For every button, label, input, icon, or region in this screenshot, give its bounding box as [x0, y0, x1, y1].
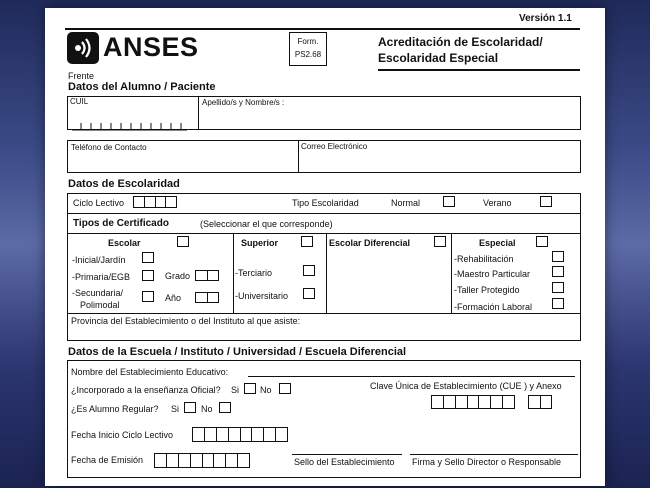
cuil-tick-marks: [72, 121, 187, 131]
tipos-title: Tipos de Certificado: [73, 218, 169, 229]
cuil-label: CUIL: [70, 97, 89, 106]
incorporado-si-label: Si: [231, 385, 240, 395]
cuil-input[interactable]: [72, 118, 187, 128]
secundaria-checkbox[interactable]: [142, 291, 154, 302]
rehabilitacion-checkbox[interactable]: [552, 251, 564, 262]
taller-checkbox[interactable]: [552, 282, 564, 293]
inicial-checkbox[interactable]: [142, 252, 154, 263]
fecha-inicio-label: Fecha Inicio Ciclo Lectivo: [71, 430, 174, 440]
primaria-checkbox[interactable]: [142, 270, 154, 281]
secundaria-label: -Secundaria/: [72, 288, 124, 298]
polimodal-label: Polimodal: [80, 300, 120, 310]
alumno-section-title: Datos del Alumno / Paciente: [68, 81, 216, 93]
laboral-checkbox[interactable]: [552, 298, 564, 309]
especial-title: Especial: [479, 238, 516, 248]
provincia-input[interactable]: [69, 326, 579, 339]
maestro-label: -Maestro Particular: [454, 269, 531, 279]
phone-label: Teléfono de Contacto: [71, 143, 147, 152]
form-label: Form.: [297, 37, 319, 46]
cue-label: Clave Única de Establecimiento (CUE ) y Anexo: [370, 381, 562, 391]
diferencial-title: Escolar Diferencial: [329, 238, 411, 248]
normal-checkbox[interactable]: [443, 196, 455, 207]
verano-label: Verano: [483, 198, 512, 208]
regular-label: ¿Es Alumno Regular?: [71, 404, 159, 414]
tipo-escolaridad-label: Tipo Escolaridad: [292, 198, 359, 208]
form-sheet: [45, 8, 605, 486]
universitario-checkbox[interactable]: [303, 288, 315, 299]
cue-input[interactable]: [431, 395, 515, 409]
regular-no-label: No: [201, 404, 213, 414]
form-code: PS2.68: [294, 50, 322, 59]
primaria-label: -Primaria/EGB: [72, 272, 131, 282]
fecha-emision-input[interactable]: [154, 453, 250, 468]
logo-text: ANSES: [103, 32, 199, 62]
anses-logo-icon: [67, 32, 99, 64]
inicial-label: -Inicial/Jardín: [72, 255, 126, 265]
form-code-box: [289, 32, 327, 66]
normal-label: Normal: [391, 198, 421, 208]
form-title-line1: Acreditación de Escolaridad/: [378, 35, 543, 49]
firma-line[interactable]: [410, 454, 578, 455]
anexo-input[interactable]: [528, 395, 552, 409]
fecha-emision-label: Fecha de Emisión: [71, 455, 144, 465]
incorporado-no-label: No: [260, 385, 272, 395]
nombre-label: Nombre del Establecimiento Educativo:: [71, 367, 229, 377]
ciclo-input[interactable]: [133, 196, 177, 208]
verano-checkbox[interactable]: [540, 196, 552, 207]
regular-si-label: Si: [171, 404, 180, 414]
universitario-label: -Universitario: [235, 291, 289, 301]
tipos-hint: (Seleccionar el que corresponde): [200, 219, 333, 229]
superior-title: Superior: [241, 238, 279, 248]
top-rule: [65, 28, 580, 30]
provincia-label: Provincia del Establecimiento o del Instituto al que asiste:: [71, 316, 301, 326]
incorporado-no-checkbox[interactable]: [279, 383, 291, 394]
taller-label: -Taller Protegido: [454, 285, 520, 295]
name-label: Apellido/s y Nombre/s :: [202, 98, 285, 107]
escolar-checkbox[interactable]: [177, 236, 189, 247]
email-input[interactable]: [299, 153, 579, 171]
maestro-checkbox[interactable]: [552, 266, 564, 277]
signal-waves-icon: [67, 32, 99, 64]
rehabilitacion-label: -Rehabilitación: [454, 254, 514, 264]
superior-checkbox[interactable]: [301, 236, 313, 247]
name-input[interactable]: [199, 108, 577, 128]
grado-input[interactable]: [195, 270, 219, 281]
terciario-checkbox[interactable]: [303, 265, 315, 276]
firma-label: Firma y Sello Director o Responsable: [412, 457, 562, 467]
nombre-input[interactable]: [248, 376, 575, 377]
side-label: Frente: [68, 71, 95, 81]
anio-input[interactable]: [195, 292, 219, 303]
terciario-label: -Terciario: [235, 268, 273, 278]
fecha-inicio-input[interactable]: [192, 427, 288, 442]
incorporado-si-checkbox[interactable]: [244, 383, 256, 394]
regular-si-checkbox[interactable]: [184, 402, 196, 413]
sello-line[interactable]: [292, 454, 402, 455]
especial-checkbox[interactable]: [536, 236, 548, 247]
laboral-label: -Formación Laboral: [454, 302, 533, 312]
version-label: Versión 1.1: [519, 13, 572, 24]
sello-label: Sello del Establecimiento: [294, 457, 395, 467]
regular-no-checkbox[interactable]: [219, 402, 231, 413]
incorporado-label: ¿Incorporado a la enseñanza Oficial?: [71, 385, 221, 395]
diferencial-checkbox[interactable]: [434, 236, 446, 247]
phone-input[interactable]: [69, 154, 295, 171]
grado-label: Grado: [165, 271, 191, 281]
anio-label: Año: [165, 293, 182, 303]
ciclo-label: Ciclo Lectivo: [73, 198, 125, 208]
escolaridad-section-title: Datos de Escolaridad: [68, 178, 180, 190]
escuela-section-title: Datos de la Escuela / Instituto / Universidad / Escuela Diferencial: [68, 346, 407, 358]
form-title-line2: Escolaridad Especial: [378, 51, 499, 65]
escolar-title: Escolar: [108, 238, 141, 248]
email-label: Correo Electrónico: [301, 142, 368, 151]
title-underline: [378, 69, 580, 71]
